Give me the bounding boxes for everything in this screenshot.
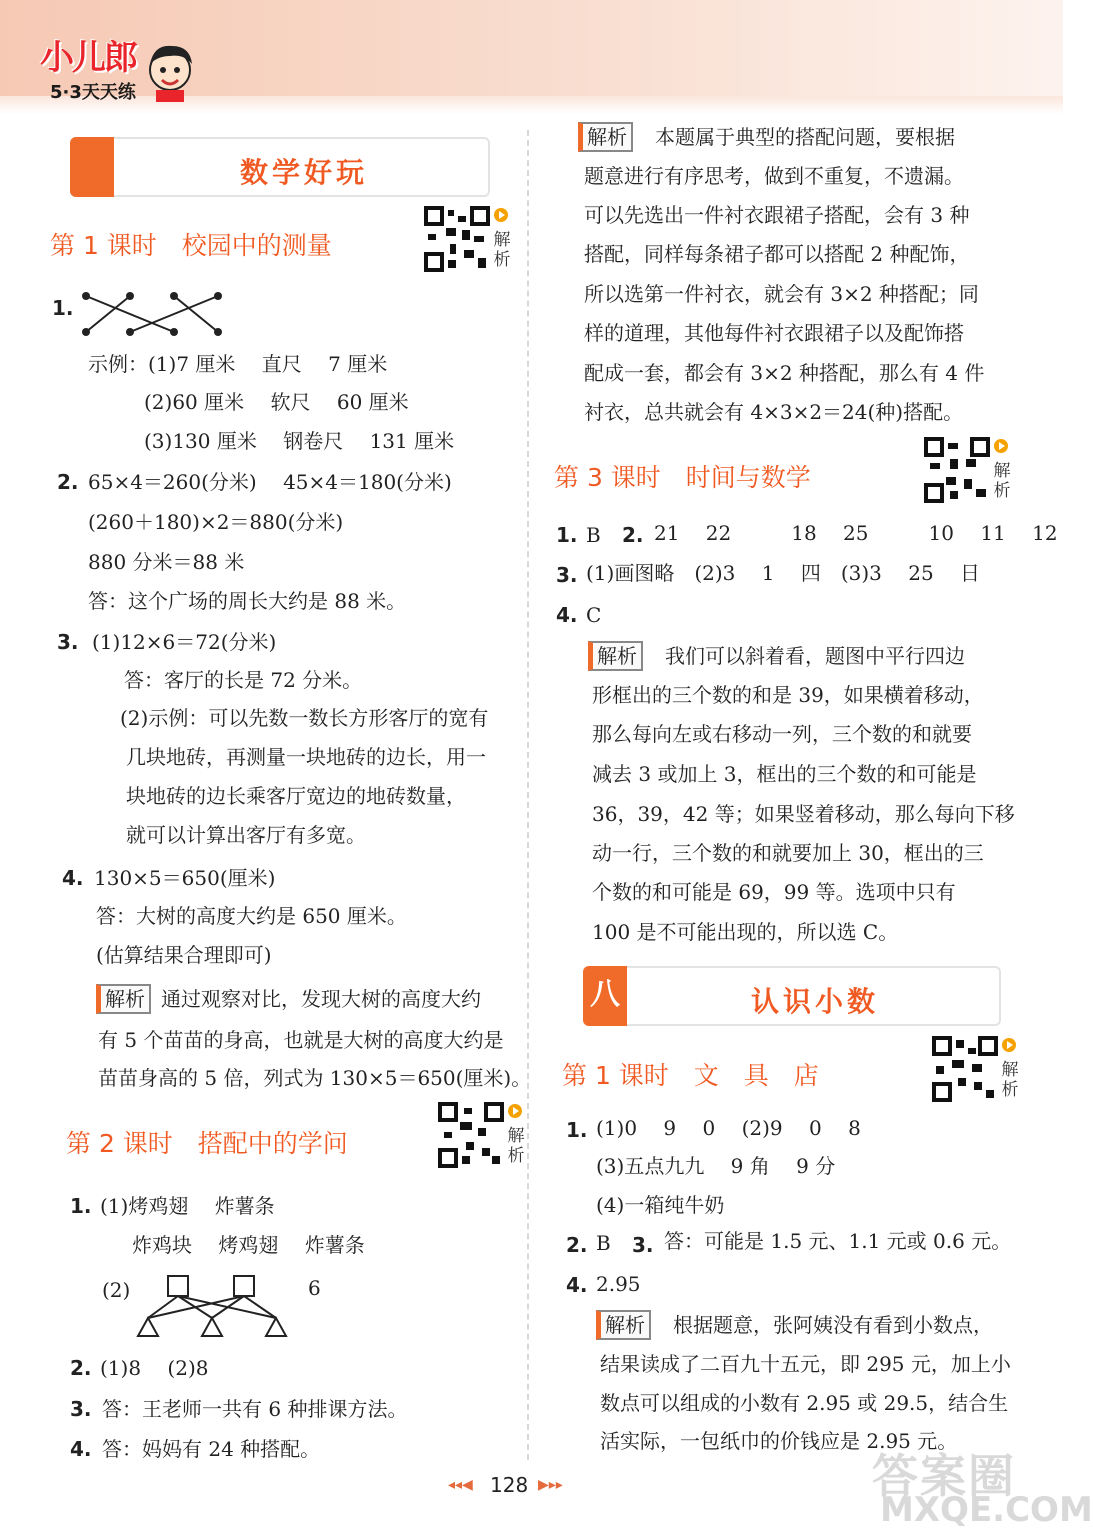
column-divider <box>527 130 529 1460</box>
qr-label: 解析 <box>993 461 1011 501</box>
analysis-line: 有 5 个苗苗的身高，也就是大树的高度大约是 <box>98 1028 504 1052</box>
analysis-paragraph: 解析 根据题意，张阿姨没有看到小数点， <box>596 1310 993 1340</box>
analysis-label: 解析 <box>96 984 151 1014</box>
analysis-line: 衬衣，总共就会有 4×3×2＝24(种)搭配。 <box>584 400 964 424</box>
analysis-line: 活实际，一包纸巾的价钱应是 2.95 元。 <box>600 1429 958 1453</box>
analysis-label: 解析 <box>596 1310 651 1340</box>
pairing-tree-diagram <box>130 1270 294 1342</box>
question-number: 3. <box>556 563 578 587</box>
question-number: 3. <box>57 630 79 654</box>
analysis-paragraph: 解析 通过观察对比，发现大树的高度大约 <box>96 984 481 1014</box>
section-tab: 八 <box>583 966 627 1026</box>
analysis-line: 100 是不可能出现的，所以选 C。 <box>592 920 899 944</box>
answer-line: (3)五点九九 9 角 9 分 <box>596 1154 836 1178</box>
question-number: 2. <box>70 1356 92 1380</box>
section-banner-decimals <box>583 966 1001 1026</box>
section-title: 认识小数 <box>751 985 880 1018</box>
analysis-line: 个数的和可能是 69，99 等。选项中只有 <box>592 880 956 904</box>
answer-line: (1)8 (2)8 <box>100 1356 209 1380</box>
analysis-line: 配成一套，都会有 3×2 种搭配，那么有 4 件 <box>584 361 985 385</box>
analysis-paragraph: 解析 我们可以斜着看，题图中平行四边 <box>588 641 965 671</box>
answer-line: (1)烤鸡翅 炸薯条 <box>100 1194 275 1218</box>
play-icon[interactable] <box>994 439 1008 453</box>
play-icon[interactable] <box>1002 1038 1016 1052</box>
qr-label: 解析 <box>507 1126 525 1166</box>
answer-line: B <box>586 523 601 547</box>
page-number: 128 <box>490 1473 529 1497</box>
question-number: 2. <box>57 470 79 494</box>
answer-line: 示例：(1)7 厘米 直尺 7 厘米 <box>88 352 388 376</box>
analysis-line: 减去 3 或加上 3，框出的三个数的和可能是 <box>592 762 977 786</box>
lesson-title: 第 3 课时 时间与数学 <box>554 463 811 492</box>
question-number: 4. <box>566 1273 588 1297</box>
qr-label: 解析 <box>493 230 511 270</box>
analysis-line: 所以选第一件衬衣，就会有 3×2 种搭配；同 <box>584 282 979 306</box>
answer-line: 2.95 <box>596 1272 641 1296</box>
question-number: 1. <box>70 1194 92 1218</box>
answer-line: 答：客厅的长是 72 分米。 <box>124 668 363 692</box>
brand-series: 5·3天天练 <box>50 82 136 103</box>
analysis-label: 解析 <box>588 641 643 671</box>
answer-line: 130×5＝650(厘米) <box>94 866 276 890</box>
answer-line: (估算结果合理即可) <box>96 943 272 967</box>
section-tab <box>70 137 114 197</box>
analysis-line: 苗苗身高的 5 倍，列式为 130×5＝650(厘米)。 <box>98 1066 532 1090</box>
question-number: 2. <box>622 523 644 547</box>
qr-code-icon[interactable] <box>924 437 990 503</box>
question-number: 1. <box>52 296 74 320</box>
analysis-line: 形框出的三个数的和是 39，如果横着移动， <box>592 683 984 707</box>
section-title: 数学好玩 <box>240 156 369 189</box>
sub-question-answer: 6 <box>308 1276 321 1300</box>
qr-code-icon[interactable] <box>438 1102 504 1168</box>
analysis-line: 数点可以组成的小数有 2.95 或 29.5，结合生 <box>600 1391 1009 1415</box>
answer-line: (4)一箱纯牛奶 <box>596 1193 725 1217</box>
answer-line: (1)0 9 0 (2)9 0 8 <box>596 1116 861 1140</box>
analysis-line: 36，39，42 等；如果竖着移动，那么每向下移 <box>592 802 1015 826</box>
analysis-paragraph: 解析 本题属于典型的搭配问题，要根据 <box>578 122 955 152</box>
answer-line: (1)12×6＝72(分米) <box>92 630 277 654</box>
play-icon[interactable] <box>508 1104 522 1118</box>
mascot-icon <box>140 40 200 102</box>
watermark: 答案圈 <box>872 1449 1016 1503</box>
analysis-line: 题意进行有序思考，做到不重复，不遗漏。 <box>584 164 964 188</box>
answer-line: 答：大树的高度大约是 650 厘米。 <box>96 904 407 928</box>
answer-line: (2)60 厘米 软尺 60 厘米 <box>144 390 409 414</box>
lesson-title: 第 1 课时 校园中的测量 <box>50 231 332 260</box>
watermark-url: MXQE.COM <box>880 1490 1093 1530</box>
question-number: 1. <box>556 523 578 547</box>
question-number: 2. <box>566 1233 588 1257</box>
qr-label: 解析 <box>1001 1060 1019 1100</box>
play-icon[interactable] <box>494 208 508 222</box>
analysis-line: 可以先选出一件衬衣跟裙子搭配，会有 3 种 <box>584 203 970 227</box>
answer-line: (260＋180)×2＝880(分米) <box>88 510 344 534</box>
question-number: 4. <box>62 866 84 890</box>
answer-line: B <box>596 1231 611 1255</box>
answer-line: 65×4＝260(分米) 45×4＝180(分米) <box>88 470 452 494</box>
qr-code-icon[interactable] <box>932 1036 998 1102</box>
answer-line: 答：妈妈有 24 种搭配。 <box>102 1437 321 1461</box>
answer-line: (2)示例：可以先数一数长方形客厅的宽有 <box>120 706 489 730</box>
question-number: 3. <box>70 1397 92 1421</box>
sub-question-label: (2) <box>102 1278 131 1302</box>
analysis-line: 搭配，同样每条裙子都可以搭配 2 种配饰， <box>584 242 970 266</box>
analysis-label: 解析 <box>578 122 633 152</box>
analysis-line: 结果读成了二百九十五元，即 295 元，加上小 <box>600 1352 1011 1376</box>
analysis-line: 样的道理，其他每件衬衣跟裙子以及配饰搭 <box>584 321 964 345</box>
answer-line: (1)画图略 (2)3 1 四 (3)3 25 日 <box>586 561 981 585</box>
answer-line: 答：这个广场的周长大约是 88 米。 <box>88 589 407 613</box>
matching-lines-diagram <box>80 288 222 340</box>
answer-line: 块地砖的边长乘客厅宽边的地砖数量， <box>126 784 466 808</box>
answer-line: 就可以计算出客厅有多宽。 <box>126 823 366 847</box>
answer-line: 几块地砖，再测量一块地砖的边长，用一 <box>126 745 486 769</box>
question-number: 4. <box>556 603 578 627</box>
question-number: 1. <box>566 1118 588 1142</box>
answer-line: 880 分米＝88 米 <box>88 550 245 574</box>
answer-line: C <box>586 603 602 627</box>
analysis-line: 动一行，三个数的和就要加上 30，框出的三 <box>592 841 984 865</box>
section-banner-math-fun <box>70 137 490 197</box>
question-number: 3. <box>632 1233 654 1257</box>
answer-line: 21 22 18 25 10 11 12 <box>654 521 1058 545</box>
answer-line: 答：王老师一共有 6 种排课方法。 <box>102 1397 408 1421</box>
answer-line: (3)130 厘米 钢卷尺 131 厘米 <box>144 429 455 453</box>
analysis-line: 那么每向左或右移动一列，三个数的和就要 <box>592 722 972 746</box>
answer-line: 炸鸡块 烤鸡翅 炸薯条 <box>132 1233 365 1257</box>
next-page-arrows-icon: ▶▸▸ <box>538 1477 563 1493</box>
lesson-title: 第 2 课时 搭配中的学问 <box>66 1129 348 1158</box>
prev-page-arrows-icon: ◂◂◀ <box>448 1477 473 1493</box>
lesson-title: 第 1 课时 文 具 店 <box>562 1061 819 1090</box>
question-number: 4. <box>70 1437 92 1461</box>
qr-code-icon[interactable] <box>424 206 490 272</box>
answer-line: 答：可能是 1.5 元、1.1 元或 0.6 元。 <box>664 1229 1012 1253</box>
brand-logo: 小儿郎 <box>40 38 136 78</box>
